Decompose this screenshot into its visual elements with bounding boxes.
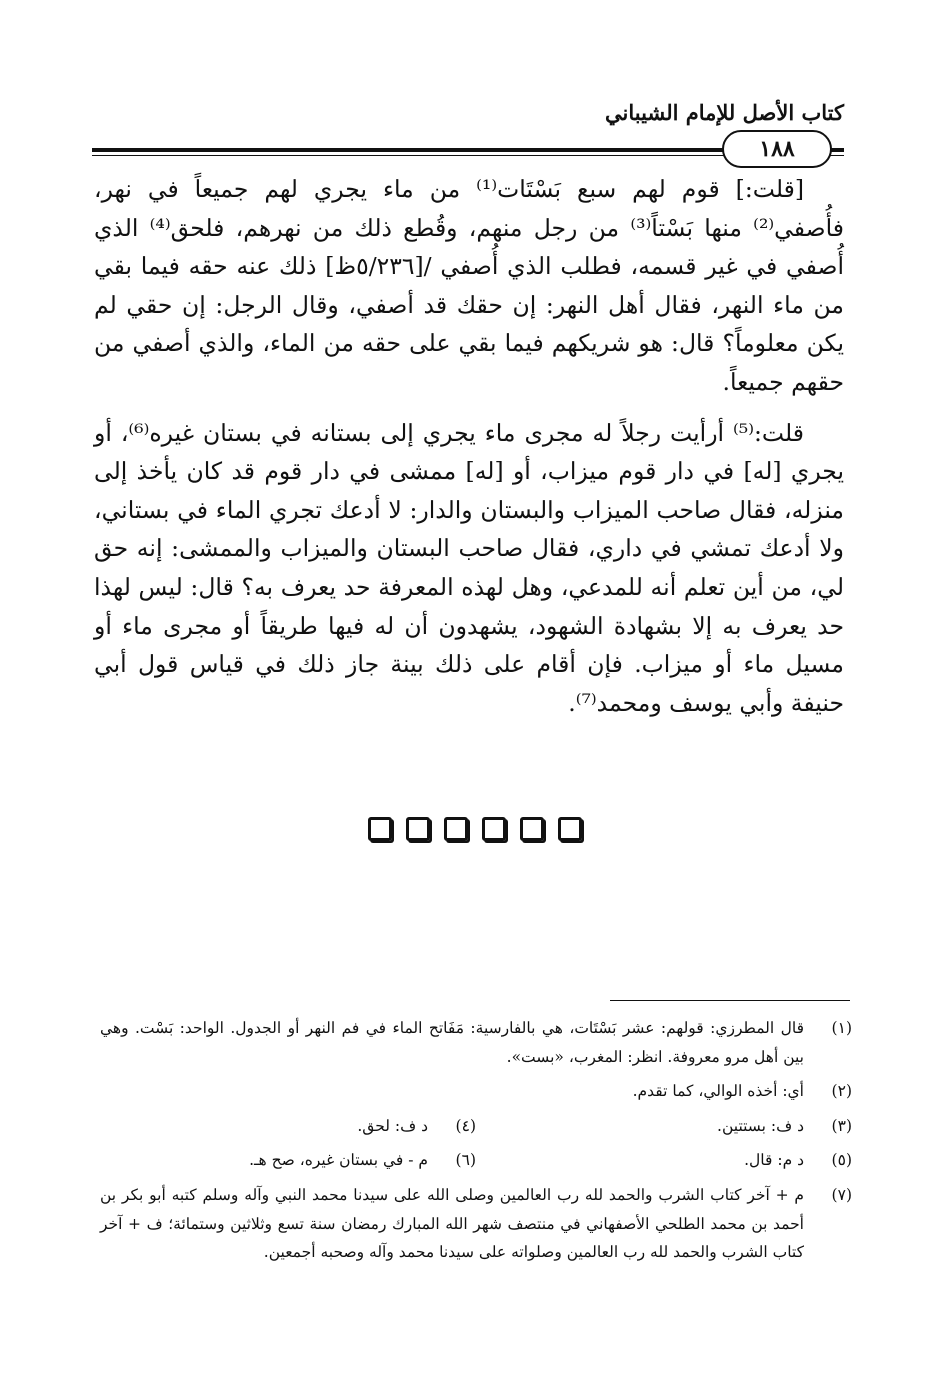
footnote-text: أي: أخذه الوالي، كما تقدم. xyxy=(632,1082,804,1101)
ornament-box-icon xyxy=(558,817,582,841)
ornament-box-icon xyxy=(520,817,544,841)
footnote-number: (٢) xyxy=(831,1082,852,1101)
footnote-7 xyxy=(100,1181,852,1267)
footnote-number: (٤) xyxy=(455,1116,476,1135)
footnote-number: (٥) xyxy=(831,1151,852,1170)
ornament-box-icon xyxy=(406,817,430,841)
ornament-box-icon xyxy=(368,817,392,841)
footnotes xyxy=(100,1014,852,1273)
footnote-row-3-4 xyxy=(100,1112,852,1141)
main-text xyxy=(94,170,844,734)
ornament-box-icon xyxy=(482,817,506,841)
footnote-text: قال المطرزي: قولهم: عشر بَسْتَات، هي بالفارسية: مَفَاتح الماء في فم النهر أو الجدول. الواحد: بَسْت. وهي بين أهل مرو معروفة. انظر: المغرب، «بست». xyxy=(100,1019,804,1066)
footnote-number: (٣) xyxy=(831,1116,852,1135)
page-number: ١٨٨ xyxy=(722,130,832,168)
footnote-separator xyxy=(610,1000,850,1001)
section-end-ornament xyxy=(368,814,582,842)
footnote-text: د م: قال. xyxy=(744,1151,804,1170)
footnote-1 xyxy=(100,1014,852,1071)
footnote-number: (١) xyxy=(831,1019,852,1037)
paragraph-2: قلت:⁽⁵⁾ أرأيت رجلاً له مجرى ماء يجري إلى بستانه في بستان غيره⁽⁶⁾، أو يجري [له] في دار قوم ميزاب، أو [له] ممشى في دار قوم قد كان يأخذ إلى منزله، فقال صاحب الميزاب والبستان والدار: لا أدعك تجري الماء في بستاني، ولا أدعك تمشي في داري، فقال صاحب البستان والميزاب والممشى: إنه حق لي، من أين تعلم أنه للمدعي، وهل لهذه المعرفة حد يعرف به؟ قال: ليس لهذا حد يعرف به إلا بشهادة الشهود، يشهدون أن له فيها طريقاً أو مجرى ماء أو مسيل ماء أو ميزاب. فإن أقام على ذلك بينة جاز ذلك في قياس قول أبي حنيفة وأبي يوسف ومحمد⁽⁷⁾. xyxy=(94,418,844,717)
footnote-number: (٦) xyxy=(455,1151,476,1170)
footnote-row-5-6 xyxy=(100,1146,852,1175)
footnote-text: م - في بستان غيره، صح هـ. xyxy=(249,1151,428,1170)
footnote-text: م + آخر كتاب الشرب والحمد لله رب العالمين وصلى الله على سيدنا محمد النبي وآله وسلم كتبه أبو بكر بن أحمد بن محمد الطلحي الأصفهاني في منتصف شهر الله المبارك رمضان سنة تسع وثلاثين وستمائة؛ ف + آخر كتاب الشرب والحمد لله رب العالمين وصلواته على سيدنا محمد وآله وصحبه أجمعين. xyxy=(100,1185,804,1262)
footnote-text: د ف: بستتين. xyxy=(717,1116,804,1135)
footnote-number: (٧) xyxy=(831,1185,852,1204)
ornament-box-icon xyxy=(444,817,468,841)
paragraph-1: [قلت:] قوم لهم سبع بَسْتَات⁽¹⁾ من ماء يجري لهم جميعاً في نهر، فأُصفي⁽²⁾ منها بَسْتاً⁽³⁾ من رجل منهم، وقُطع ذلك من نهرهم، فلحق⁽⁴⁾ الذي أُصفي في غير قسمه، فطلب الذي أُصفي /[٥/٢٣٦ظ] ذلك عنه حقه فيما بقي من ماء النهر، فقال أهل النهر: إن حقك قد أصفي، وقال الرجل: إن حقي لم يكن معلوماً؟ قال: هو شريكهم فيما بقي على حقه من الماء، والذي أصفي من حقهم جميعاً. xyxy=(94,175,844,396)
book-title: كتاب الأصل للإمام الشيباني xyxy=(605,100,844,125)
page-header xyxy=(92,96,844,162)
footnote-text: د ف: لحق. xyxy=(357,1116,428,1135)
footnote-2 xyxy=(100,1077,852,1106)
